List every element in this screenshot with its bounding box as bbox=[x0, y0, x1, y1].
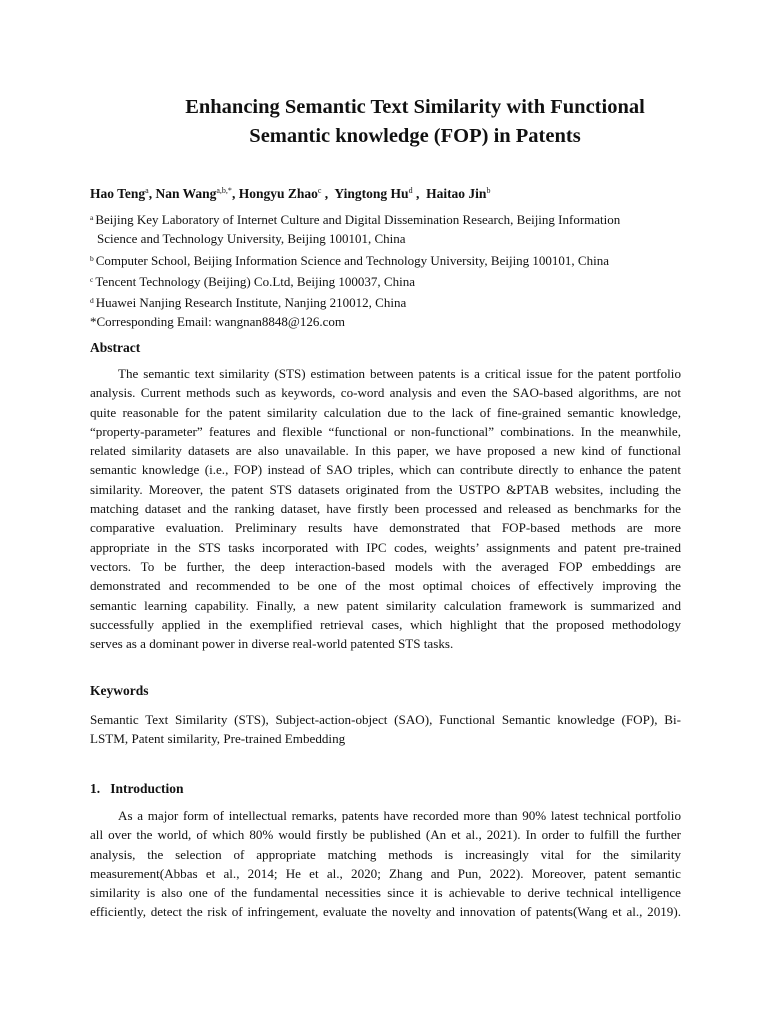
affiliation-mark: a bbox=[90, 213, 94, 222]
author-list bbox=[90, 186, 490, 202]
author-affiliation-mark: d bbox=[408, 186, 413, 195]
keywords-heading: Keywords bbox=[90, 683, 149, 698]
author-affiliation-mark: b bbox=[486, 186, 491, 195]
introduction-line: measurement(Abbas et al., 2014; He et al., 2020; Zhang and Pun, 2022). Moreover, patent semantic bbox=[90, 865, 681, 881]
abstract-line: “property-parameter” features and flexible “functional or non-functional” combinations. In the meanwhile, bbox=[90, 423, 681, 439]
abstract-line: semantic knowledge (i.e., FOP) instead of SAO triples, which can contribute directly to enhance the patent bbox=[90, 462, 681, 478]
introduction-line: all over the world, of which 80% would firstly be published (An et al., 2021). In order to fulfill the further bbox=[90, 827, 681, 843]
paper-title bbox=[60, 93, 768, 151]
abstract-line: appropriate in the STS tasks incorporated with IPC codes, weights’ assignments and patent pre-trained bbox=[90, 539, 681, 555]
abstract-line: quite reasonable for the patent similarity calculation due to the lack of fine-grained semantic knowledge, bbox=[90, 404, 681, 420]
introduction-heading: 1. Introduction bbox=[90, 781, 184, 796]
author-name: Nan Wang bbox=[155, 186, 217, 201]
affiliation-mark: c bbox=[90, 274, 94, 284]
affiliation bbox=[90, 208, 620, 249]
author-name: Haitao Jin bbox=[426, 186, 487, 201]
author-name: Hao Teng bbox=[90, 186, 146, 201]
abstract-line: The semantic text similarity (STS) estimation between patents is a critical issue for the patent portfolio bbox=[118, 366, 681, 381]
introduction-line: analysis, the selection of appropriate matching methods is increasingly vital for the similarity bbox=[90, 846, 681, 862]
affiliation-text: Huawei Nanjing Research Institute, Nanjing 210012, China bbox=[95, 295, 407, 311]
keywords-body bbox=[90, 710, 681, 749]
abstract-line: related similarity datasets are also unavailable. In this paper, we have proposed a new kind of functional bbox=[90, 443, 681, 459]
affiliation-text: *Corresponding Email: wangnan8848@126.com bbox=[90, 314, 345, 330]
title-line-1: Enhancing Semantic Text Similarity with Functional bbox=[185, 96, 645, 118]
author-affiliation-mark: a bbox=[145, 186, 149, 195]
author-name: Hongyu Zhao bbox=[238, 186, 318, 201]
keywords-line: LSTM, Patent similarity, Pre-trained Embedding bbox=[90, 731, 346, 747]
introduction-body bbox=[90, 806, 681, 922]
abstract-line: comparative evaluation. Preliminary results have demonstrated that FOP-based methods are more bbox=[90, 520, 681, 536]
keywords-line: Semantic Text Similarity (STS), Subject-action-object (SAO), Functional Semantic knowledge (FOP), Bi- bbox=[90, 712, 681, 727]
affiliation-mark: d bbox=[90, 296, 94, 306]
affiliation bbox=[90, 249, 620, 270]
affiliation-mark: b bbox=[90, 253, 94, 263]
introduction-line: efficiently, detect the risk of infringement, evaluate the novelty and innovation of patents(Wang et al., 2019). bbox=[90, 904, 681, 920]
affiliation bbox=[90, 270, 620, 291]
abstract-line: similarity. Moreover, the patent STS datasets originated from the USTPO &PTAB websites, including the bbox=[90, 481, 681, 497]
abstract-line: demonstrated and recommended to be one of the most optimal choices of effectively improving the bbox=[90, 578, 681, 594]
abstract-line: semantic learning capability. Finally, a new patent similarity calculation framework is summarized and bbox=[90, 597, 681, 613]
abstract-line: vectors. To be further, the deep interaction-based models with the averaged FOP embeddings are bbox=[90, 558, 681, 574]
introduction-line: similarity is also one of the fundamental necessities since it is achievable to derive technical intelligence bbox=[90, 885, 681, 901]
author-separator: , bbox=[321, 186, 335, 201]
affiliation-list bbox=[90, 208, 620, 332]
introduction-line: As a major form of intellectual remarks, patents have recorded more than 90% latest technical portfolio bbox=[118, 808, 681, 823]
author-separator: , bbox=[412, 186, 427, 201]
abstract-line: successfully applied in the exemplified retrieval cases, which highlight that the proposed methodology bbox=[90, 616, 681, 632]
abstract-line: serves as a dominant power in diverse real-world patented STS tasks. bbox=[90, 636, 454, 652]
author-separator: , bbox=[148, 186, 156, 201]
affiliation-text: Tencent Technology (Beijing) Co.Ltd, Beijing 100037, China bbox=[95, 273, 415, 289]
abstract-line: analysis. Current methods such as keywords, co-word analysis and even the SAO-based algorithms, are not bbox=[90, 385, 681, 401]
affiliation-text: Computer School, Beijing Information Science and Technology University, Beijing 100101, China bbox=[95, 252, 609, 268]
affiliation-text: Science and Technology University, Beijing 100101, China bbox=[97, 231, 406, 247]
affiliation bbox=[90, 291, 620, 312]
author-separator: , bbox=[231, 186, 239, 201]
abstract-line: matching dataset and the ranking dataset, have firstly been processed and released as benchmarks for the bbox=[90, 501, 681, 517]
title-line-2: Semantic knowledge (FOP) in Patents bbox=[249, 125, 581, 147]
abstract-body bbox=[90, 364, 681, 653]
author-affiliation-mark: c bbox=[317, 186, 322, 195]
abstract-heading: Abstract bbox=[90, 340, 141, 355]
author-affiliation-mark: a,b,* bbox=[216, 186, 232, 195]
author-name: Yingtong Hu bbox=[334, 186, 409, 201]
corresponding-email bbox=[90, 312, 620, 331]
affiliation-text: Beijing Key Laboratory of Internet Culture and Digital Dissemination Research, Beijing Information bbox=[95, 212, 621, 227]
